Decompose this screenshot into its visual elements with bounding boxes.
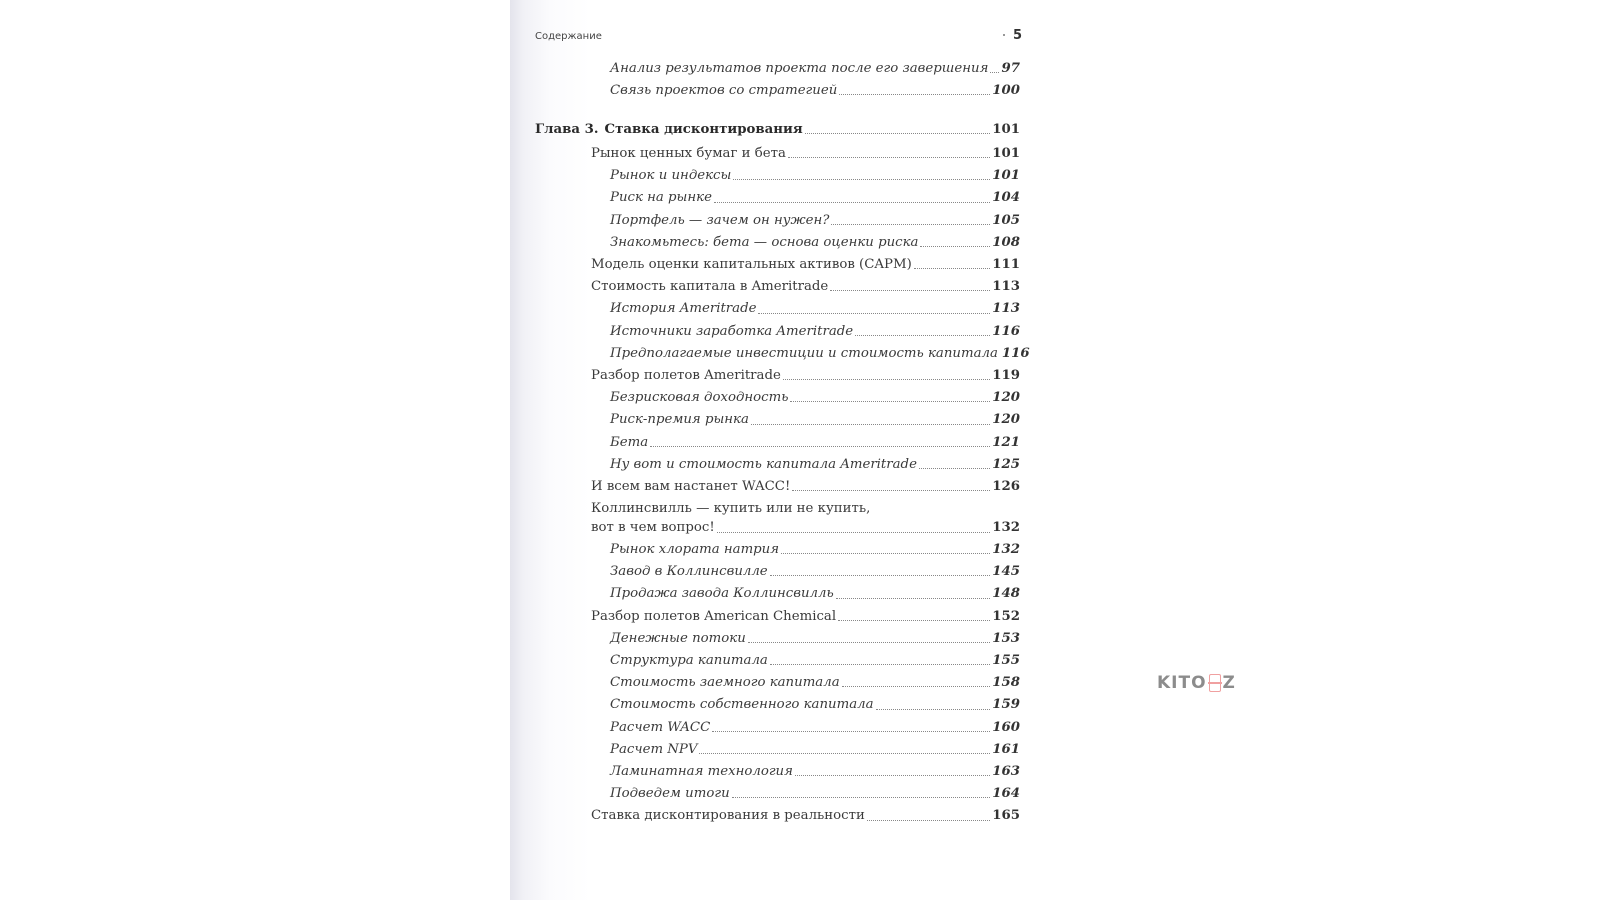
toc-entry	[610, 236, 1020, 249]
dot-leader	[714, 202, 990, 203]
chapter-number: Глава 3.	[535, 122, 599, 137]
toc-entry-title: Ставка дисконтирования в реальности	[591, 808, 865, 824]
toc-entry-title: Источники заработка Ameritrade	[610, 323, 854, 339]
toc-entry-title: Расчет WACC	[610, 719, 711, 735]
toc-entry	[610, 345, 1030, 361]
toc-entry	[610, 391, 1020, 404]
toc-entry-page: 111	[992, 257, 1020, 272]
toc-entry-page: 120	[992, 412, 1020, 428]
toc-entry-title: Модель оценки капитальных активов (CAPM)	[591, 257, 912, 272]
toc-entry-title: Структура капитала	[610, 653, 768, 668]
toc-entry-title: Денежные потоки	[610, 630, 746, 646]
dot-leader	[855, 335, 990, 336]
dot-leader	[758, 313, 990, 314]
toc-entry	[610, 765, 1020, 778]
toc-entry-page: 101	[992, 146, 1020, 161]
toc-entry	[591, 809, 1020, 822]
dot-leader	[842, 686, 991, 687]
toc-entry-title-line1: Коллинсвилль — купить или не купить,	[591, 501, 871, 516]
toc-entry-title: Разбор полетов Ameritrade	[591, 368, 781, 383]
toc-entry	[610, 721, 1020, 734]
toc-entry-title: Рынок ценных бумаг и бета	[591, 146, 786, 161]
dot-leader	[914, 268, 990, 269]
toc-entry-page: 160	[992, 719, 1020, 735]
toc-entry	[610, 543, 1020, 556]
toc-entry-title: Завод в Коллинсвилле	[610, 564, 768, 580]
toc-entry-page: 161	[992, 741, 1020, 757]
dot-leader	[836, 598, 991, 599]
toc-entry-page: 104	[992, 190, 1020, 206]
page-number: 5	[1013, 28, 1023, 43]
toc-entry-title: Стоимость собственного капитала	[610, 697, 874, 713]
toc-entry-page: 159	[992, 697, 1020, 713]
toc-entry-title: Безрисковая доходность	[610, 390, 789, 406]
toc-entry-title: Риск на рынке	[610, 190, 712, 206]
toc-entry-page: 119	[992, 368, 1020, 383]
toc-entry-page: 145	[992, 564, 1020, 580]
chapter-heading	[535, 123, 1020, 136]
toc-entry-title: И всем вам настанет WACC!	[591, 479, 791, 494]
toc-entry-page: 116	[992, 323, 1020, 339]
toc-entry-title: Бета	[610, 434, 649, 450]
dot-leader	[783, 379, 990, 380]
toc-entry	[610, 169, 1020, 182]
toc-entry-title: Рынок хлората натрия	[610, 542, 780, 557]
toc-entry-page: 126	[992, 479, 1020, 494]
toc-entry-title: Предполагаемые инвестиции и стоимость капитала	[610, 345, 998, 361]
dot-leader	[792, 490, 990, 491]
dot-leader	[867, 820, 990, 821]
toc-entry-page: 132	[992, 542, 1020, 557]
toc-entry-page: 108	[992, 234, 1020, 250]
dot-leader	[876, 709, 991, 710]
toc-entry-title: Стоимость капитала в Ameritrade	[591, 279, 829, 295]
dot-leader	[831, 224, 990, 225]
toc-entry	[610, 654, 1020, 667]
toc-entry-page: 165	[992, 808, 1020, 824]
toc-entry-page: 113	[992, 279, 1020, 295]
dot-leader	[748, 642, 990, 643]
watermark-logo	[1157, 673, 1236, 693]
toc-entry-title: Знакомьтесь: бета — основа оценки риска	[610, 234, 919, 250]
toc-entry	[610, 436, 1020, 449]
toc-entry-page: 163	[992, 764, 1020, 779]
dot-leader	[751, 424, 990, 425]
dot-leader	[712, 731, 990, 732]
toc-entry-page: 121	[992, 434, 1020, 450]
toc-entry-page: 132	[992, 520, 1020, 536]
dot-leader	[839, 94, 990, 95]
toc-entry-title: Ну вот и стоимость капитала Ameritrade	[610, 456, 917, 472]
toc-entry	[610, 302, 1020, 315]
toc-entry	[610, 325, 1020, 338]
toc-entry	[610, 214, 1020, 227]
watermark-text-right: Z	[1222, 673, 1236, 693]
watermark-text-left: KITO	[1157, 673, 1207, 693]
dot-leader	[717, 532, 991, 533]
toc-entry-title: Продажа завода Коллинсвилль	[610, 586, 834, 602]
toc-entry	[610, 84, 1020, 97]
toc-entry-title: Портфель — зачем он нужен?	[610, 212, 830, 228]
toc-entry-title: Анализ результатов проекта после его завершения	[610, 61, 989, 76]
toc-entry-line2	[591, 521, 1020, 534]
toc-entry-title: История Ameritrade	[610, 301, 757, 317]
toc-entry-page: 113	[992, 301, 1020, 317]
dot-leader	[919, 468, 990, 469]
dot-leader	[830, 290, 990, 291]
toc-entry	[610, 62, 1020, 75]
toc-entry-title: Ламинатная технология	[610, 764, 793, 779]
toc-entry-page: 152	[992, 608, 1020, 624]
toc-entry	[591, 280, 1020, 293]
toc-entry	[591, 258, 1020, 271]
dot-leader	[788, 157, 990, 158]
toc-entry-title-line2: вот в чем вопрос!	[591, 520, 715, 536]
toc-entry-multiline	[591, 502, 1020, 535]
toc-entry-page: 120	[992, 390, 1020, 406]
toc-entry-page: 100	[992, 83, 1020, 98]
toc-entry-page: 153	[992, 630, 1020, 646]
toc-entry	[610, 787, 1020, 800]
toc-entry	[591, 369, 1020, 382]
chapter-page: 101	[992, 122, 1020, 137]
dot-leader	[650, 446, 990, 447]
watermark-b-glyph-icon	[1209, 674, 1221, 692]
dot-leader	[770, 575, 991, 576]
toc-entry-page: 105	[992, 212, 1020, 228]
toc-entry-page: 125	[992, 456, 1020, 472]
toc-entry	[591, 610, 1020, 623]
toc-entry-title: Подведем итоги	[610, 786, 730, 802]
toc-entry	[610, 587, 1020, 600]
dot-leader	[790, 401, 990, 402]
toc-entry-title: Разбор полетов American Chemical	[591, 608, 837, 624]
toc-entry	[610, 676, 1020, 689]
dot-leader	[990, 72, 999, 73]
toc-entry-title: Расчет NPV	[610, 741, 698, 757]
toc-entry	[610, 743, 1020, 756]
toc-entry-title: Рынок и индексы	[610, 168, 732, 184]
toc-entry	[610, 413, 1020, 426]
toc-entry-title: Риск-премия рынка	[610, 412, 749, 428]
toc-entry	[610, 565, 1020, 578]
dot-leader	[781, 553, 990, 554]
dot-leader	[733, 179, 990, 180]
toc-entry-page: 158	[992, 675, 1020, 691]
toc-entry	[591, 480, 1020, 493]
dot-leader	[795, 775, 990, 776]
toc-entry-page: 155	[992, 653, 1020, 668]
toc-entry	[610, 632, 1020, 645]
running-header: Содержание	[535, 31, 602, 42]
toc-entry-title: Стоимость заемного капитала	[610, 675, 840, 691]
toc-entry-title: Связь проектов со стратегией	[610, 83, 838, 98]
dot-leader	[805, 133, 991, 134]
toc-entry-page: 116	[1001, 345, 1030, 361]
chapter-title: Ставка дисконтирования	[604, 122, 803, 137]
toc-entry-page: 101	[992, 168, 1020, 184]
dot-leader	[732, 797, 991, 798]
toc-entry	[610, 458, 1020, 471]
toc-entry-page: 97	[1001, 61, 1020, 76]
toc-entry	[591, 147, 1020, 160]
toc-entry	[610, 191, 1020, 204]
dot-leader	[770, 664, 990, 665]
toc-entry-page: 148	[992, 586, 1020, 602]
chapter-title-group	[535, 123, 803, 136]
dot-leader	[838, 620, 990, 621]
toc-entry-page: 164	[992, 786, 1020, 802]
dot-leader	[920, 246, 990, 247]
toc-entry	[610, 698, 1020, 711]
dot-leader	[699, 753, 990, 754]
